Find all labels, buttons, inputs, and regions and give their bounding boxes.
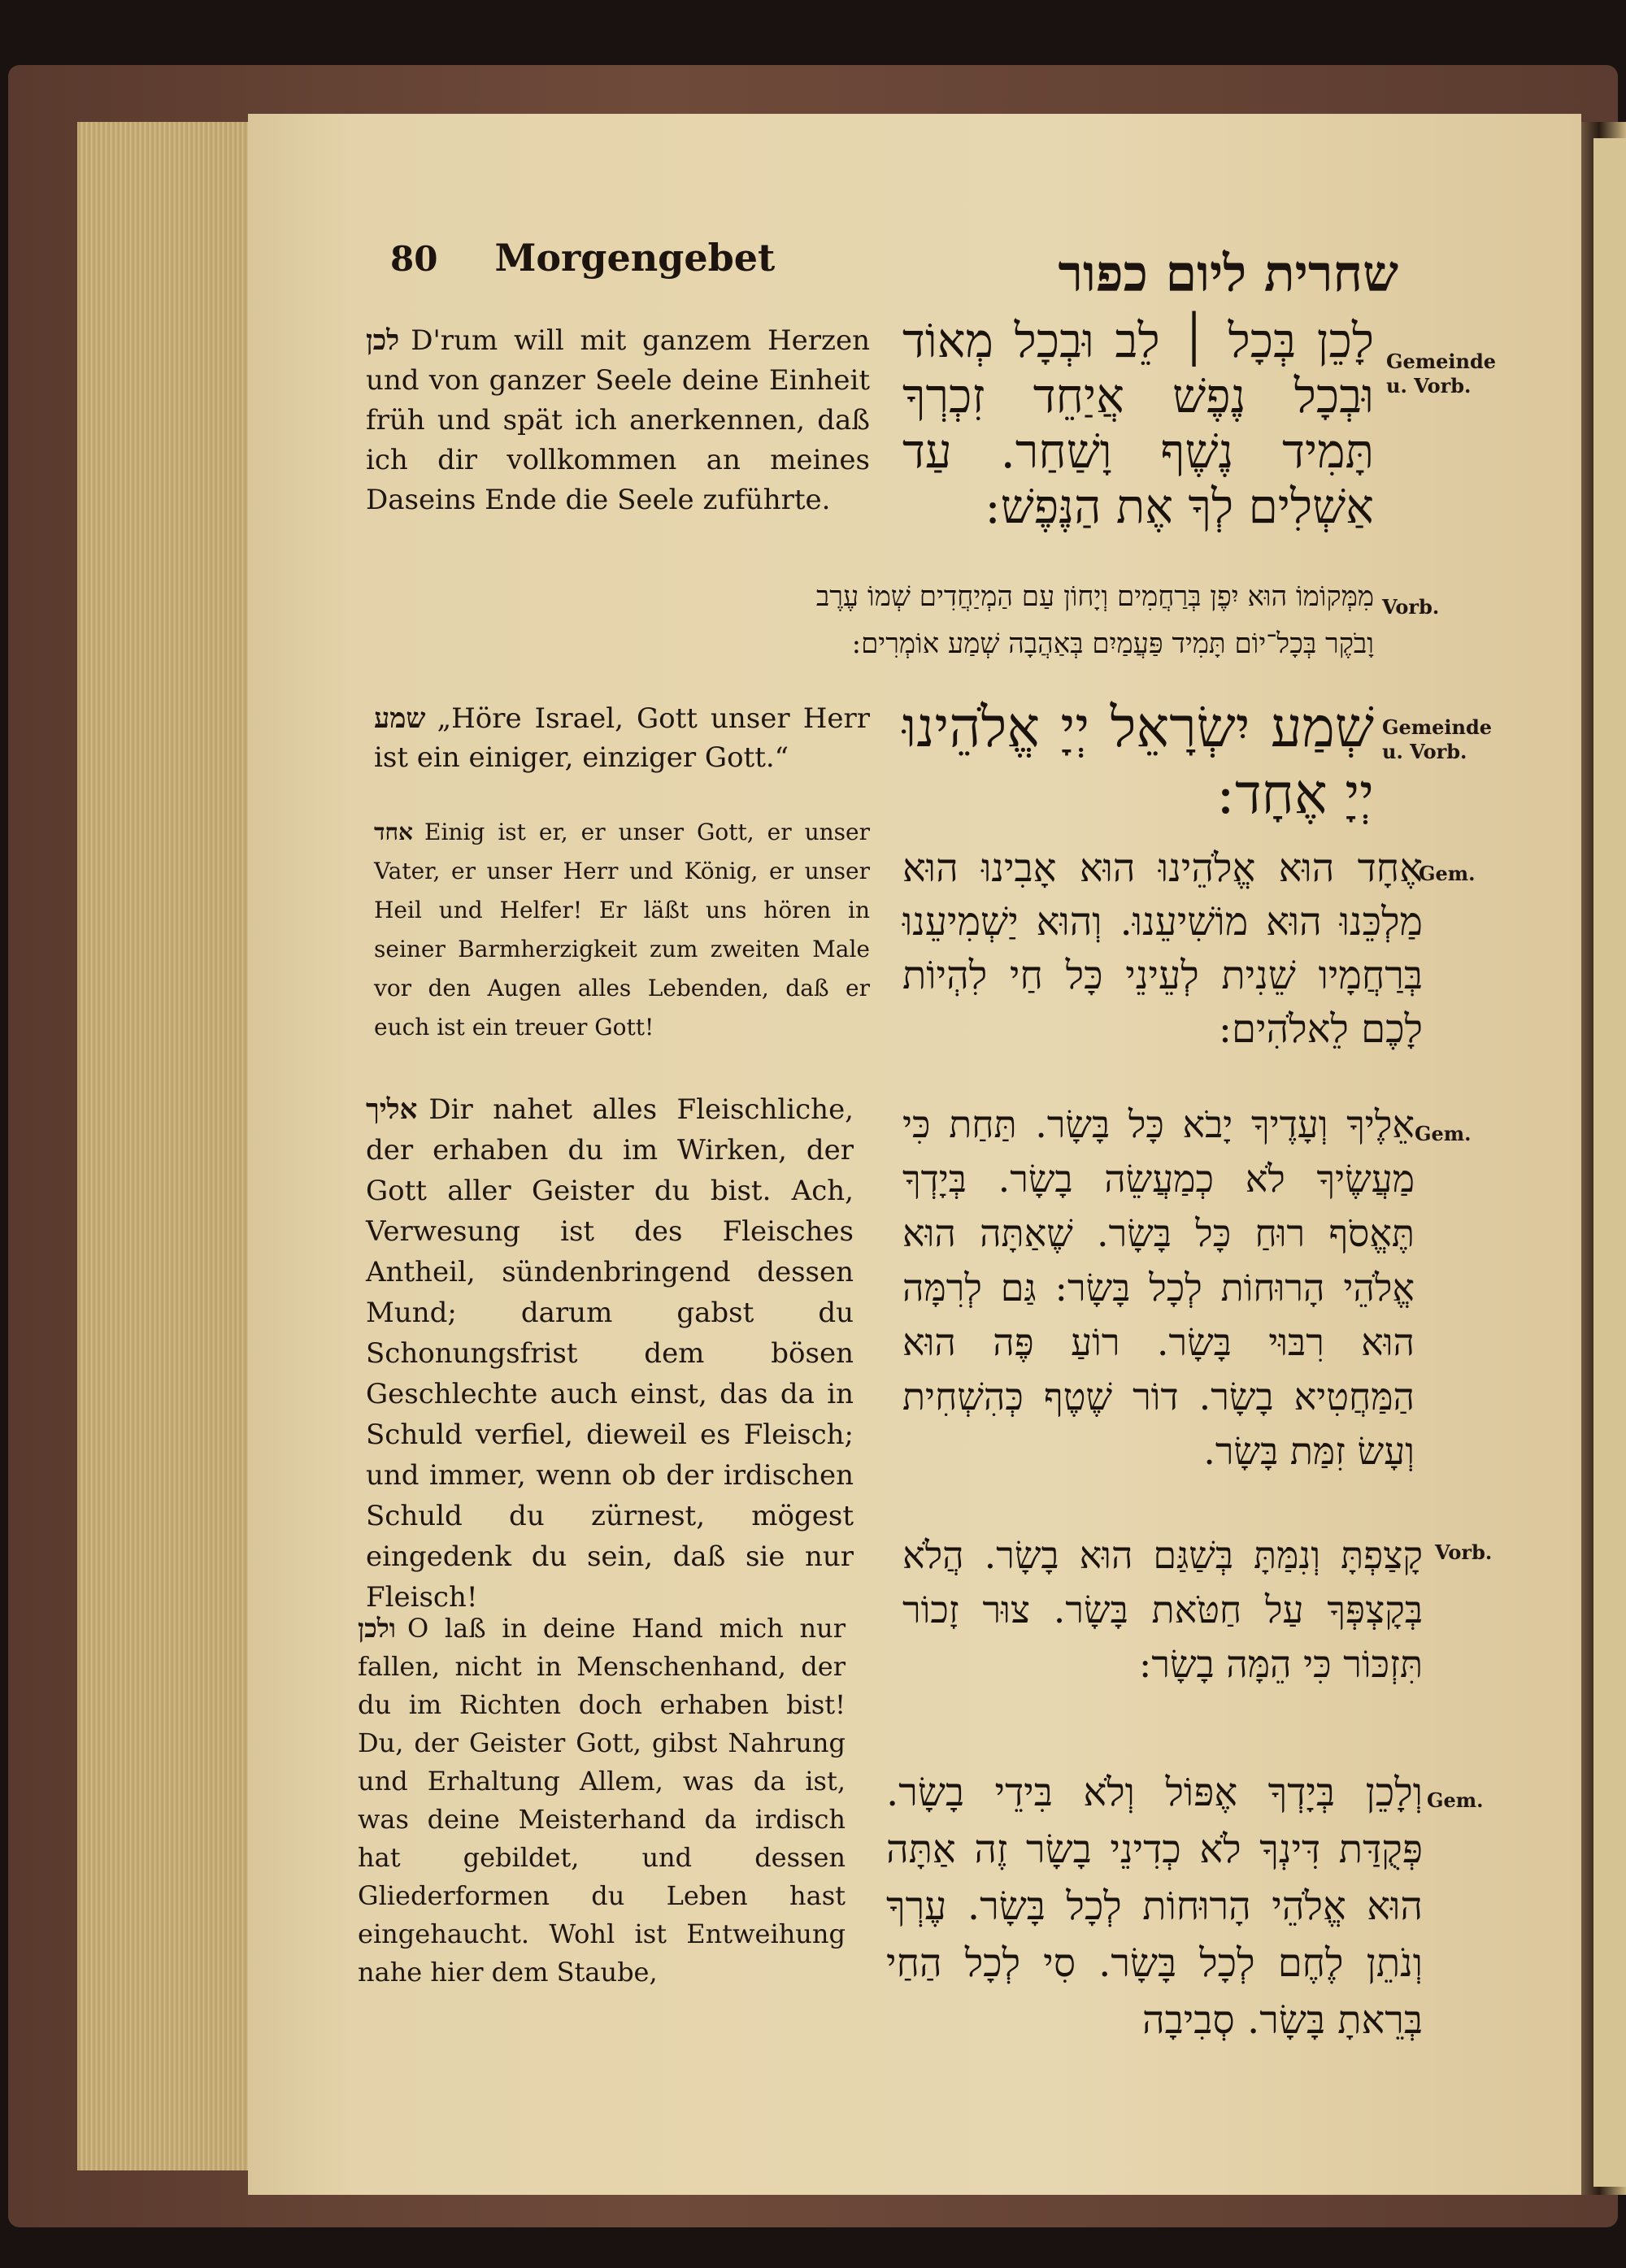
hebrew-paragraph-4: אֶחָד הוּא אֱלֹהֵינוּ הוּא אָבִינוּ הוּא מַלְכֵּנוּ הוּא מוֹשִׁיעֵנוּ. וְהוּא יַשְׁמִיעֵנוּ בְּרַחֲמָיו שֵׁנִית לְעֵינֵי כָּל חַי לִהְיוֹת לָכֶם לֵאלֹהִים: bbox=[902, 845, 1423, 1052]
next-page-edge bbox=[1593, 138, 1626, 2187]
german-paragraph-7: ולכן O laß in deine Hand mich nur fallen, nicht in Menschenhand, der du im Richten doch erhaben bist! Du, der Geister Gott, gibst Nahrung und Erhaltung Allem, was da ist, was deine Meisterhand da irdisch hat gebildet, und dessen Gliederformen du Leben hast eingehaucht. Wohl ist Entweihung nahe hier dem Staube, bbox=[358, 1613, 846, 1988]
german-paragraph-5: אליך Dir nahet alles Fleischliche, der erhaben du im Wirken, der Gott aller Geister du bist. Ach, Verwesung ist des Fleisches Antheil, sündenbringend dessen Mund; darum gabst du Schonungsfrist dem bösen Geschlechte auch einst, das da in Schuld verfiel, dieweil es Fleisch; und immer, wenn ob der irdischen Schuld du zürnest, mögest eingedenk du sein, daß sie nur Fleisch! bbox=[366, 1093, 854, 1614]
hebrew-paragraph-7: וְלָכֵן בְּיָדְךָ אֶפּוֹל וְלֹא בִּידֵי בָשָׂר. פְּקֻדַּת דִּינְךָ לֹא כְדִינֵי בָשָׂר זֶה אַתָּה הוּא אֱלֹהֵי הָרוּחוֹת לְכָל בָּשָׂר. עֶרְךָ וְנֹתֵן לֶחֶם לְכָל בָּשָׂר. סִי לְכָל הַחַי בְּרֵאתָ בָּשָׂר. סְבִיבָה bbox=[886, 1770, 1423, 2043]
speaker-label-2: Vorb. bbox=[1382, 595, 1440, 619]
speaker-label-4: Gem. bbox=[1419, 862, 1476, 885]
german-paragraph-1: לכן D'rum will mit ganzem Herzen und von ganzer Seele deine Einheit früh und spät ich anerkennen, daß ich dir vollkommen an meines Daseins Ende die Seele zuführte. bbox=[366, 324, 870, 516]
running-head-hebrew: שחרית ליום כפור bbox=[1058, 244, 1398, 303]
speaker-label-6: Vorb. bbox=[1435, 1540, 1493, 1564]
speaker-label-7: Gem. bbox=[1427, 1788, 1484, 1812]
hebrew-paragraph-6: קָצַפְתָּ וְנִמַּתָּ בְּשַׁגַּם הוּא בָשָׂר. הֲלֹא בְּקָצְפְּךָ עַל חַטֹּאת בָּשָׂר. צוּר זָכוֹר תִּזְכּוֹר כִּי הֵמָּה בָשָׂר: bbox=[902, 1533, 1423, 1686]
hebrew-paragraph-1: לָכֵן בְּכָל ׀ לֵב וּבְכָל מְאוֹד וּבְכָל נֶפֶשׁ אֲיַחֵד זִכְרְךָ תָּמִיד נֶשֶׁף וָשַׁחַר. עַד אַשְׁלִים לְךָ אֶת הַנֶּפֶשׁ: bbox=[902, 313, 1374, 534]
hebrew-paragraph-5: אֵלֶיךָ וְעָדֶיךָ יָבֹא כָּל בָּשָׂר. תַּחַת כִּי מַעֲשֶׂיךָ לֹא כְמַעֲשֵׂה בָשָׂר. בְּיָדְךָ תֶּאֱסֹף רוּחַ כָּל בָּשָׂר. שֶׁאַתָּה הוּא אֱלֹהֵי הָרוּחוֹת לְכָל בָּשָׂר: גַּם לְרִמָּה הוּא רִבּוּי בָּשָׂר. רוֹעַ פֶּה הוּא הַמַּחֲטִיא בָשָׂר. דוֹר שֶׁטֶף כְּהִשְׁחִית וְעָשׂ זִמַּת בָּשָׂר. bbox=[902, 1102, 1415, 1473]
running-head-german: Morgengebet bbox=[494, 236, 776, 280]
speaker-label-5: Gem. bbox=[1415, 1122, 1472, 1145]
speaker-label-1: Gemeinde u. Vorb. bbox=[1386, 350, 1497, 398]
speaker-label-3: Gemeinde u. Vorb. bbox=[1382, 715, 1493, 763]
hebrew-line-2a: מִמְּקוֹמוֹ הוּא יִפֶן בְּרַחֲמִים וְיָחוֹן עַם הַמְיַחֲדִים שְׁמוֹ עֶרֶב bbox=[815, 580, 1374, 613]
german-paragraph-3: שמע „Höre Israel, Gott unser Herr ist ein einiger, einziger Gott.“ bbox=[374, 702, 870, 774]
page-header-left bbox=[390, 236, 775, 280]
hebrew-line-2b: וָבֹקֶר בְּכָל־יוֹם תָּמִיד פַּעֲמַיִם בְּאַהֲבָה שְׁמַע אוֹמְרִים: bbox=[851, 628, 1374, 660]
page-edges bbox=[77, 122, 256, 2170]
page-number: 80 bbox=[390, 239, 438, 279]
german-paragraph-4: אחד Einig ist er, er unser Gott, er unser Vater, er unser Herr und König, er unser Heil und Helfer! Er läßt uns hören in seiner Barmherzigkeit zum zweiten Male vor den Augen alles Lebenden, daß er euch ist ein treuer Gott! bbox=[374, 819, 870, 1041]
hebrew-paragraph-3: שְׁמַע יִשְׂרָאֵל יְיָ אֱלֹהֵינוּ יְיָ אֶחָד: bbox=[902, 696, 1374, 827]
